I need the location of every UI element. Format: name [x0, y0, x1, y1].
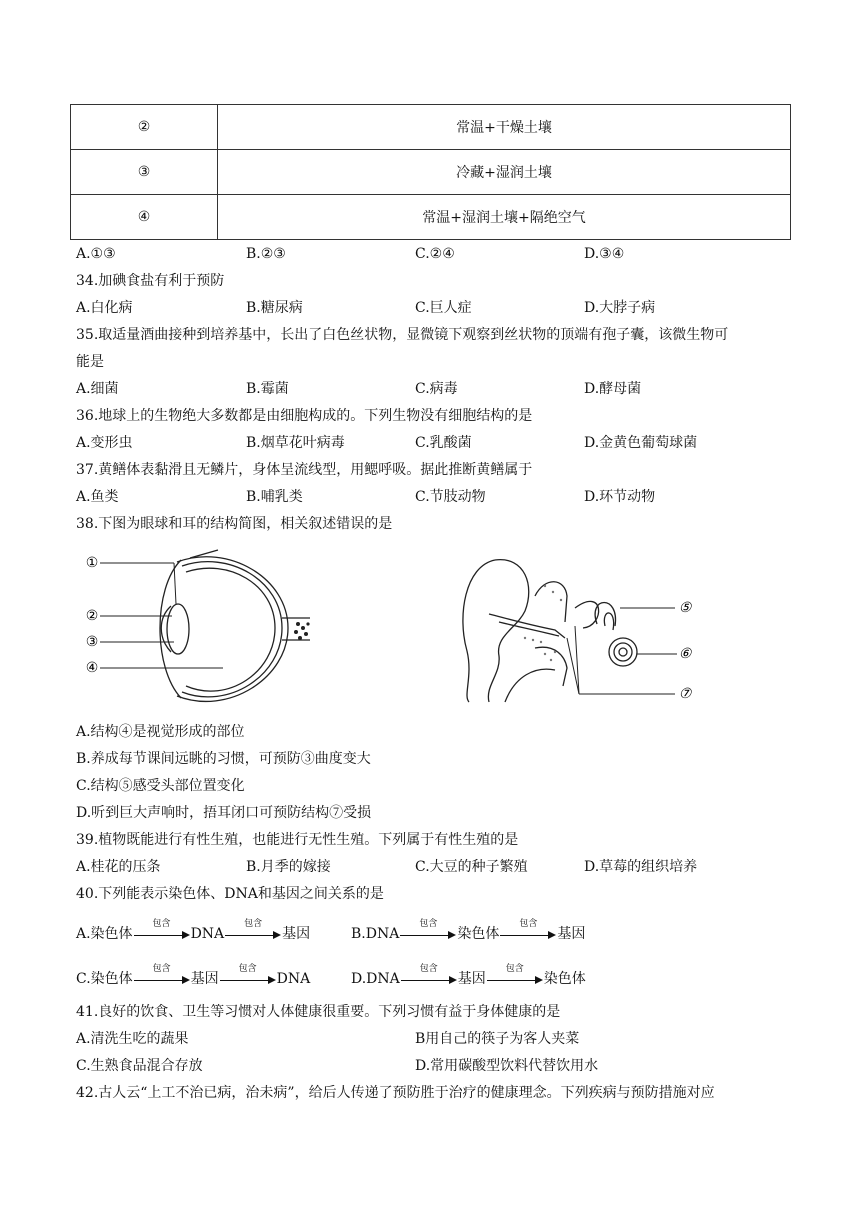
q39-option-a: A.桂花的压条	[76, 859, 161, 875]
q41-option-c: C.生熟食品混合存放	[76, 1058, 203, 1074]
q40-d-term2: 基因	[457, 971, 486, 987]
q35-option-c: C.病毒	[415, 381, 458, 397]
q37-option-d: D.环节动物	[584, 489, 656, 505]
q41-option-a: A.清洗生吃的蔬果	[76, 1031, 189, 1047]
q41-option-d: D.常用碳酸型饮料代替饮用水	[415, 1058, 599, 1074]
q40-option-b	[351, 919, 586, 944]
table-cell-num: ④	[71, 195, 218, 240]
q40-a-term2: DNA	[190, 926, 225, 942]
q40-option-d	[351, 964, 586, 989]
q34-option-a: A.白化病	[76, 300, 133, 316]
eye-label-3: ③	[85, 634, 99, 650]
q34-stem: 34.加碘食盐有利于预防	[76, 273, 225, 289]
q36-option-a: A.变形虫	[76, 435, 133, 451]
q33-option-c: C.②④	[415, 246, 455, 262]
q37-stem: 37.黄鳝体表黏滑且无鳞片，身体呈流线型，用鳃呼吸。据此推断黄鳝属于	[76, 462, 533, 478]
arrow-icon	[220, 964, 276, 986]
q39-stem: 39.植物既能进行有性生殖，也能进行无性生殖。下列属于有性生殖的是	[76, 832, 519, 848]
ear-label-6: ⑥	[678, 646, 692, 662]
q36-option-b: B.烟草花叶病毒	[246, 435, 345, 451]
arrow-label: 包含	[419, 964, 438, 974]
q40-c-term3: DNA	[276, 971, 311, 987]
q40-a-term3: 基因	[282, 926, 311, 942]
eye-label-4: ④	[85, 660, 99, 676]
q40-b-term2: 染色体	[457, 926, 500, 942]
arrow-label: 包含	[238, 964, 257, 974]
table-cell-num: ③	[71, 150, 218, 195]
q40-b-term3: 基因	[557, 926, 586, 942]
q40-d-term3: 染色体	[543, 971, 586, 987]
q37-option-a: A.鱼类	[76, 489, 119, 505]
q33-option-b: B.②③	[246, 246, 286, 262]
arrow-label: 包含	[152, 919, 171, 929]
q41-option-b: B用自己的筷子为客人夹菜	[415, 1031, 580, 1047]
table-cell-num: ②	[71, 105, 218, 150]
q36-stem: 36.地球上的生物绝大多数都是由细胞构成的。下列生物没有细胞结构的是	[76, 408, 533, 424]
q40-option-a	[76, 919, 311, 944]
arrow-label: 包含	[419, 919, 438, 929]
arrow-label: 包含	[244, 919, 263, 929]
eye-label-2: ②	[85, 608, 99, 624]
arrow-icon	[400, 919, 456, 941]
q39-option-d: D.草莓的组织培养	[584, 859, 698, 875]
ear-diagram	[455, 556, 715, 706]
table-cell-condition: 冷藏+湿润土壤	[218, 150, 791, 195]
q33-option-d: D.③④	[584, 246, 625, 262]
ear-label-5: ⑤	[678, 600, 692, 616]
q40-c-term2: 基因	[190, 971, 219, 987]
q40-d-term1: D.DNA	[351, 971, 400, 987]
q39-option-c: C.大豆的种子繁殖	[415, 859, 528, 875]
arrow-icon	[500, 919, 556, 941]
arrow-icon	[134, 919, 190, 941]
q35-stem-line1: 35.取适量酒曲接种到培养基中，长出了白色丝状物，显微镜下观察到丝状物的顶端有孢子囊，该微生物可	[76, 327, 729, 343]
table-row	[71, 195, 791, 240]
q35-stem-line2: 能是	[76, 354, 104, 370]
q37-option-c: C.节肢动物	[415, 489, 486, 505]
q36-option-d: D.金黄色葡萄球菌	[584, 435, 698, 451]
arrow-label: 包含	[152, 964, 171, 974]
table-row	[71, 150, 791, 195]
q34-option-c: C.巨人症	[415, 300, 472, 316]
ear-label-7: ⑦	[678, 686, 692, 702]
eye-diagram	[78, 548, 328, 718]
table-cell-condition: 常温+湿润土壤+隔绝空气	[218, 195, 791, 240]
arrow-icon	[225, 919, 281, 941]
q37-option-b: B.哺乳类	[246, 489, 303, 505]
q33-option-a: A.①③	[76, 246, 116, 262]
q35-option-d: D.酵母菌	[584, 381, 642, 397]
q35-option-b: B.霉菌	[246, 381, 289, 397]
table-row	[71, 105, 791, 150]
q40-b-term1: B.DNA	[351, 926, 400, 942]
q34-option-d: D.大脖子病	[584, 300, 656, 316]
q40-stem: 40.下列能表示染色体、DNA和基因之间关系的是	[76, 886, 384, 902]
arrow-icon	[487, 964, 543, 986]
arrow-icon	[134, 964, 190, 986]
q38-stem: 38.下图为眼球和耳的结构简图，相关叙述错误的是	[76, 516, 393, 532]
q34-option-b: B.糖尿病	[246, 300, 303, 316]
q40-a-term1: A.染色体	[76, 926, 133, 942]
arrow-icon	[401, 964, 457, 986]
q38-option-a: A.结构④是视觉形成的部位	[76, 724, 245, 740]
table-cell-condition: 常温+干燥土壤	[218, 105, 791, 150]
q38-option-d: D.听到巨大声响时，捂耳闭口可预防结构⑦受损	[76, 805, 372, 821]
q38-option-c: C.结构⑤感受头部位置变化	[76, 778, 245, 794]
arrow-label: 包含	[505, 964, 524, 974]
q40-option-c	[76, 964, 311, 989]
q35-option-a: A.细菌	[76, 381, 119, 397]
q39-option-b: B.月季的嫁接	[246, 859, 331, 875]
q42-stem: 42.古人云“上工不治已病，治未病”，给后人传递了预防胜于治疗的健康理念。下列疾病与预防措施对应	[76, 1085, 715, 1101]
q36-option-c: C.乳酸菌	[415, 435, 472, 451]
eye-label-1: ①	[85, 555, 99, 571]
q38-option-b: B.养成每节课间远眺的习惯，可预防③曲度变大	[76, 751, 371, 767]
q41-stem: 41.良好的饮食、卫生等习惯对人体健康很重要。下列习惯有益于身体健康的是	[76, 1004, 561, 1020]
condition-table	[70, 104, 791, 240]
arrow-label: 包含	[519, 919, 538, 929]
q40-c-term1: C.染色体	[76, 971, 133, 987]
